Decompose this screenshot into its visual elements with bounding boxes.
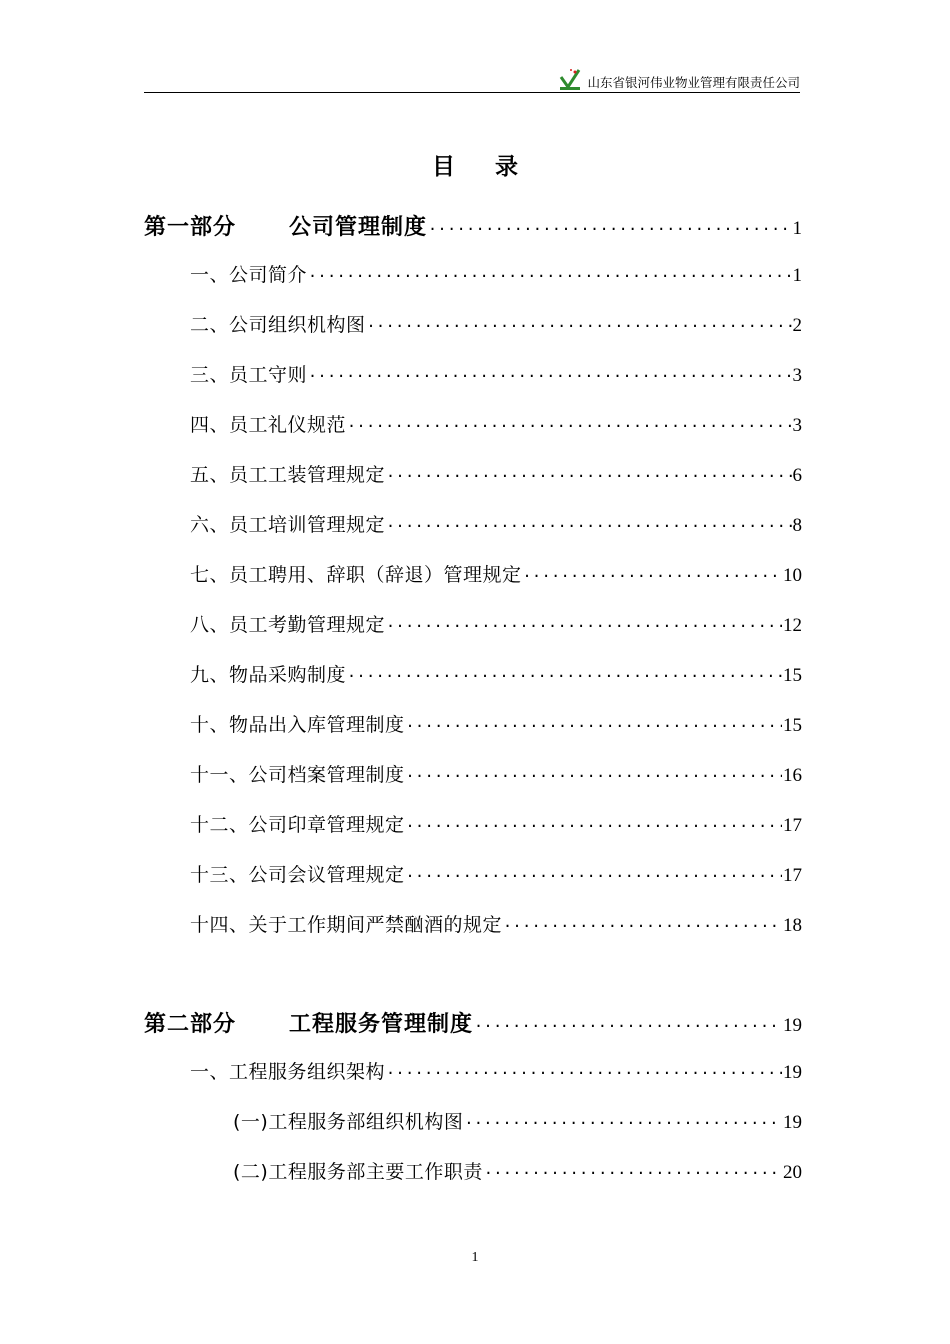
- item-label: 十、物品出入库管理制度: [190, 714, 405, 736]
- part-label: 第二部分: [144, 1012, 237, 1037]
- item-label: 十三、公司会议管理规定: [190, 864, 405, 886]
- toc-subitem[interactable]: [233, 1107, 802, 1137]
- page-number: 17: [783, 815, 802, 836]
- leader-dots: [308, 367, 791, 385]
- leader-dots: [503, 917, 782, 935]
- toc-item[interactable]: [190, 760, 802, 790]
- toc-item[interactable]: [190, 460, 802, 490]
- page-number: 19: [783, 1062, 802, 1083]
- item-label: 一、公司简介: [190, 264, 308, 286]
- page-number: 1: [792, 265, 802, 286]
- page-header: [144, 60, 800, 93]
- toc-item[interactable]: [190, 560, 802, 590]
- item-label: 二、公司组织机构图: [190, 314, 366, 336]
- item-label: (一)工程服务部组织机构图: [233, 1111, 464, 1133]
- page-number: 3: [792, 415, 802, 436]
- toc-item[interactable]: [190, 660, 802, 690]
- leader-dots: [386, 467, 791, 485]
- part-label: 第一部分: [144, 215, 237, 240]
- toc-subitem[interactable]: [233, 1157, 802, 1187]
- page-number: 10: [783, 565, 802, 586]
- part-title: 工程服务管理制度: [289, 1012, 474, 1037]
- leader-dots: [464, 1114, 782, 1132]
- page-number: 19: [783, 1112, 802, 1133]
- leader-dots: [406, 867, 782, 885]
- item-label: 十一、公司档案管理制度: [190, 764, 405, 786]
- leader-dots: [308, 267, 791, 285]
- item-label: 四、员工礼仪规范: [190, 414, 347, 436]
- company-name: 山东省银河伟业物业管理有限责任公司: [587, 75, 800, 90]
- toc-item[interactable]: [190, 1057, 802, 1087]
- item-label: 六、员工培训管理规定: [190, 514, 386, 536]
- leader-dots: [347, 417, 791, 435]
- toc-item[interactable]: [190, 860, 802, 890]
- header-content: [559, 67, 800, 91]
- leader-dots: [386, 1064, 782, 1082]
- page-number: 17: [783, 865, 802, 886]
- leader-dots: [474, 1017, 782, 1035]
- page-number: 20: [783, 1162, 802, 1183]
- company-logo-icon: [559, 67, 581, 91]
- item-label: 一、工程服务组织架构: [190, 1061, 386, 1083]
- page-number: 8: [792, 515, 802, 536]
- toc-item[interactable]: [190, 810, 802, 840]
- footer-page-number: 1: [471, 1250, 479, 1265]
- leader-dots: [428, 220, 791, 238]
- page-number: 12: [783, 615, 802, 636]
- leader-dots: [347, 667, 782, 685]
- page-number: 16: [783, 765, 802, 786]
- toc-item[interactable]: [190, 410, 802, 440]
- page-number: 2: [792, 315, 802, 336]
- leader-dots: [386, 517, 791, 535]
- page-number: 3: [792, 365, 802, 386]
- leader-dots: [406, 817, 782, 835]
- leader-dots: [406, 767, 782, 785]
- item-label: (二)工程服务部主要工作职责: [233, 1161, 483, 1183]
- toc-part-2[interactable]: [144, 1007, 802, 1037]
- page-number: 15: [783, 715, 802, 736]
- toc-item[interactable]: [190, 310, 802, 340]
- leader-dots: [386, 617, 782, 635]
- item-label: 三、员工守则: [190, 364, 308, 386]
- item-label: 五、员工工装管理规定: [190, 464, 386, 486]
- toc-item[interactable]: [190, 360, 802, 390]
- item-label: 十四、关于工作期间严禁酗酒的规定: [190, 914, 503, 936]
- leader-dots: [484, 1164, 782, 1182]
- toc-item[interactable]: [190, 260, 802, 290]
- page-number: 15: [783, 665, 802, 686]
- toc-item[interactable]: [190, 910, 802, 940]
- item-label: 十二、公司印章管理规定: [190, 814, 405, 836]
- toc-item[interactable]: [190, 710, 802, 740]
- page-number: 1: [792, 218, 802, 239]
- leader-dots: [367, 317, 792, 335]
- toc-item[interactable]: [190, 510, 802, 540]
- toc-part-1[interactable]: [144, 210, 802, 240]
- page-number: 18: [783, 915, 802, 936]
- leader-dots: [523, 567, 782, 585]
- item-label: 七、员工聘用、辞职（辞退）管理规定: [190, 564, 522, 586]
- page-title: 目录: [432, 154, 558, 180]
- item-label: 九、物品采购制度: [190, 664, 347, 686]
- part-title: 公司管理制度: [289, 215, 428, 240]
- page-number: 19: [783, 1015, 802, 1036]
- toc-item[interactable]: [190, 610, 802, 640]
- item-label: 八、员工考勤管理规定: [190, 614, 386, 636]
- page-number: 6: [792, 465, 802, 486]
- leader-dots: [406, 717, 782, 735]
